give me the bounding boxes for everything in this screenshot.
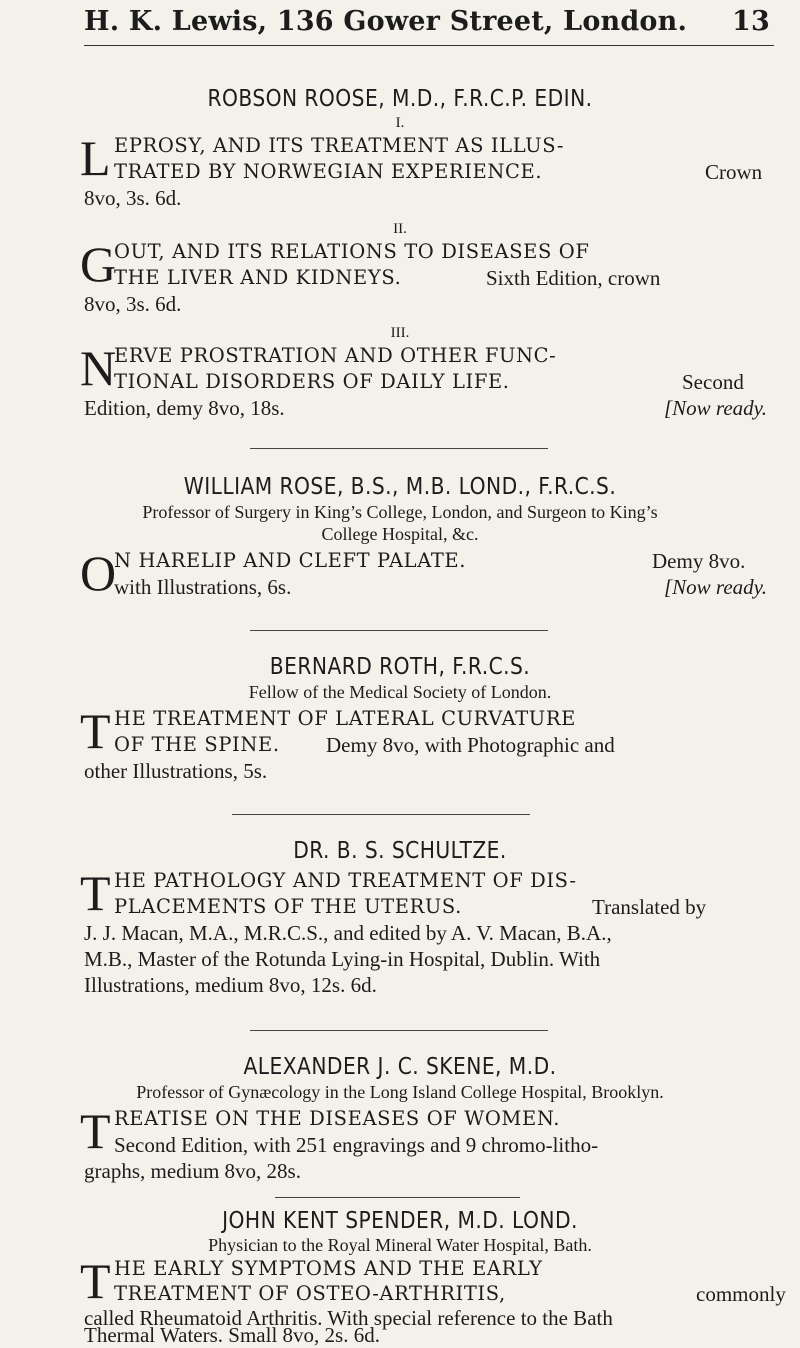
work-title: OF THE SPINE. — [114, 733, 280, 756]
section-divider — [250, 630, 548, 631]
work-title: HE EARLY SYMPTOMS AND THE EARLY — [114, 1257, 543, 1280]
work-title: OUT, AND ITS RELATIONS TO DISEASES OF — [114, 240, 590, 263]
work-numeral: I. — [395, 115, 405, 131]
author-affiliation: Physician to the Royal Mineral Water Hospital, Bath. — [208, 1235, 592, 1255]
work-price: other Illustrations, 5s. — [84, 759, 268, 783]
author-heading: JOHN KENT SPENDER, M.D. LOND. — [222, 1208, 578, 1234]
work-details: Second Edition, with 251 engravings and 9 chromo-litho- — [114, 1133, 599, 1157]
drop-cap-initial: T — [80, 1103, 111, 1159]
work-details: Translated by — [592, 895, 707, 919]
work-title: N HARELIP AND CLEFT PALATE. — [114, 549, 467, 572]
work-details: commonly — [696, 1282, 786, 1306]
running-head — [84, 6, 770, 37]
author-affiliation: College Hospital, &c. — [321, 524, 479, 544]
work-title: HE TREATMENT OF LATERAL CURVATURE — [114, 707, 576, 730]
author-heading: ROBSON ROOSE, M.D., F.R.C.P. EDIN. — [207, 86, 593, 112]
section-divider — [250, 448, 548, 449]
work-title: TREATMENT OF OSTEO-ARTHRITIS, — [114, 1282, 506, 1305]
work-title: ERVE PROSTRATION AND OTHER FUNC- — [114, 344, 557, 367]
author-heading: DR. B. S. SCHULTZE. — [293, 838, 507, 864]
work-details: Crown — [705, 160, 763, 184]
section-divider — [250, 1030, 548, 1031]
work-credits: M.B., Master of the Rotunda Lying-in Hospital, Dublin. With — [84, 947, 601, 971]
drop-cap-initial: T — [80, 1253, 111, 1309]
work-title: REATISE ON THE DISEASES OF WOMEN. — [114, 1107, 561, 1130]
section-divider — [275, 1197, 520, 1198]
work-title: HE PATHOLOGY AND TREATMENT OF DIS- — [114, 869, 577, 892]
work-details: Sixth Edition, crown — [486, 266, 661, 290]
header-rule — [84, 45, 774, 46]
work-price: Illustrations, medium 8vo, 12s. 6d. — [84, 973, 377, 997]
page-number: 13 — [732, 6, 770, 37]
work-title: TRATED BY NORWEGIAN EXPERIENCE. — [114, 160, 543, 183]
work-details: Demy 8vo. — [652, 549, 746, 573]
author-heading: BERNARD ROTH, F.R.C.S. — [269, 654, 531, 680]
section-divider — [232, 814, 530, 815]
author-heading: ALEXANDER J. C. SKENE, M.D. — [243, 1054, 557, 1080]
author-heading: WILLIAM ROSE, B.S., M.B. LOND., F.R.C.S. — [183, 474, 617, 500]
drop-cap-initial: O — [80, 545, 117, 601]
work-numeral: III. — [390, 325, 410, 341]
running-head-title: H. K. Lewis, 136 Gower Street, London. — [84, 6, 688, 37]
work-price: 8vo, 3s. 6d. — [84, 292, 182, 316]
work-details: Demy 8vo, with Photographic and — [326, 733, 615, 757]
drop-cap-initial: T — [80, 703, 111, 759]
work-title: PLACEMENTS OF THE UTERUS. — [114, 895, 462, 918]
author-affiliation: Professor of Surgery in King’s College, London, and Surgeon to King’s — [142, 502, 658, 522]
work-details: Second — [682, 370, 744, 394]
work-title: EPROSY, AND ITS TREATMENT AS ILLUS- — [114, 134, 565, 157]
drop-cap-initial: L — [80, 130, 111, 186]
work-details: called Rheumatoid Arthritis. With special reference to the Bath — [84, 1306, 613, 1330]
work-price: 8vo, 3s. 6d. — [84, 186, 182, 210]
work-credits: J. J. Macan, M.A., M.R.C.S., and edited by A. V. Macan, B.A., — [84, 921, 612, 945]
work-price: Edition, demy 8vo, 18s. — [84, 396, 285, 420]
drop-cap-initial: T — [80, 865, 111, 921]
work-title: TIONAL DISORDERS OF DAILY LIFE. — [114, 370, 510, 393]
availability-status: [Now ready. — [664, 396, 768, 420]
work-price: with Illustrations, 6s. — [114, 575, 292, 599]
work-price: graphs, medium 8vo, 28s. — [84, 1159, 301, 1183]
work-price: Thermal Waters. Small 8vo, 2s. 6d. — [84, 1323, 380, 1347]
author-affiliation: Fellow of the Medical Society of London. — [248, 682, 552, 702]
author-affiliation: Professor of Gynæcology in the Long Island College Hospital, Brooklyn. — [136, 1082, 664, 1102]
work-numeral: II. — [393, 221, 407, 237]
work-title: THE LIVER AND KIDNEYS. — [114, 266, 402, 289]
drop-cap-initial: G — [80, 236, 117, 292]
drop-cap-initial: N — [80, 340, 117, 396]
availability-status: [Now ready. — [664, 575, 768, 599]
